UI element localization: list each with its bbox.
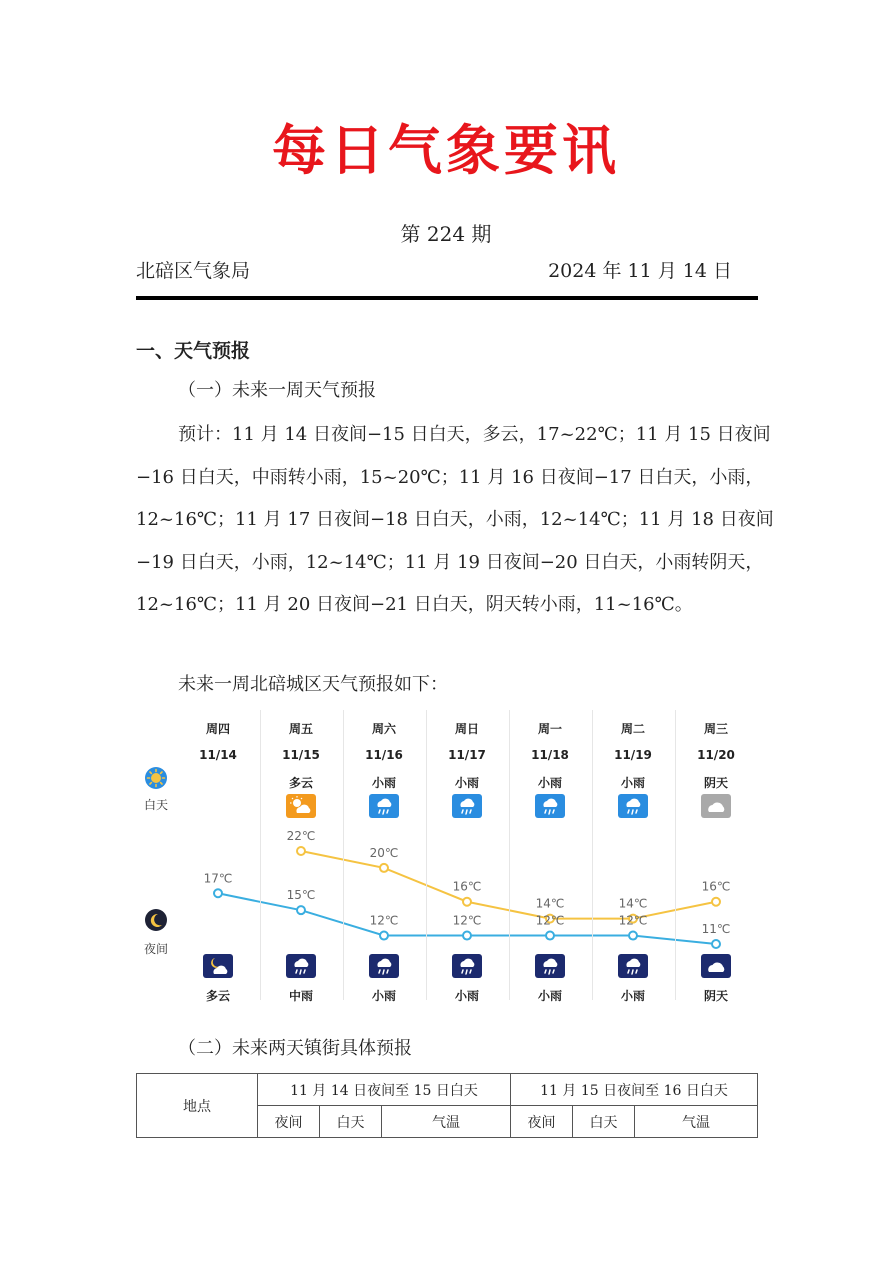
forecast-day-column <box>177 710 259 1006</box>
forecast-day-column <box>509 710 591 1006</box>
column-separator <box>426 710 427 1000</box>
weekday-label: 周三 <box>703 722 728 736</box>
date-label: 11/14 <box>199 748 237 762</box>
subheading-weekly-forecast: （一）未来一周天气预报 <box>178 380 376 401</box>
night-temperature-label: 15℃ <box>286 888 316 903</box>
column-separator <box>592 710 593 1000</box>
p1-night-header: 夜间 <box>258 1106 320 1138</box>
p1-day-header: 白天 <box>320 1106 382 1138</box>
day-weather-label: 小雨 <box>537 776 562 790</box>
p2-temp-header: 气温 <box>635 1106 758 1138</box>
night-temperature-label: 12℃ <box>369 913 399 928</box>
forecast-day-column <box>426 710 508 1006</box>
rain-icon <box>286 954 316 978</box>
chart-lead-text: 未来一周北碚城区天气预报如下： <box>178 674 448 695</box>
partly-cloudy-day-icon <box>286 794 316 818</box>
night-weather-label: 多云 <box>205 989 230 1003</box>
period1-header: 11 月 14 日夜间至 15 日白天 <box>258 1074 511 1106</box>
column-separator <box>260 710 261 1000</box>
rain-icon <box>369 954 399 978</box>
rain-icon <box>535 794 565 818</box>
date-label: 11/18 <box>531 748 569 762</box>
date-label: 11/20 <box>697 748 735 762</box>
forecast-day-column <box>592 710 674 1006</box>
p1-temp-header: 气温 <box>382 1106 511 1138</box>
day-temperature-label: 14℃ <box>618 896 648 911</box>
issuing-organization: 北碚区气象局 <box>136 260 251 282</box>
place-header: 地点 <box>137 1074 258 1138</box>
night-weather-label: 小雨 <box>454 989 479 1003</box>
weekday-label: 周一 <box>537 722 562 736</box>
night-weather-label: 阴天 <box>703 989 728 1003</box>
weekly-forecast-chart <box>136 710 761 1006</box>
rain-icon <box>369 794 399 818</box>
period2-header: 11 月 15 日夜间至 16 日白天 <box>511 1074 758 1106</box>
forecast-day-column <box>260 710 342 1006</box>
weekday-label: 周四 <box>205 722 230 736</box>
weekday-label: 周日 <box>454 722 479 736</box>
overcast-icon <box>701 794 731 818</box>
column-separator <box>343 710 344 1000</box>
partly-cloudy-night-icon <box>203 954 233 978</box>
day-temperature-label: 20℃ <box>369 845 399 860</box>
subheading-town-forecast: （二）未来两天镇街具体预报 <box>178 1038 412 1059</box>
day-weather-label: 小雨 <box>371 776 396 790</box>
overcast-icon <box>701 954 731 978</box>
column-separator <box>675 710 676 1000</box>
issue-number: 第 224 期 <box>400 222 492 246</box>
date-label: 11/19 <box>614 748 652 762</box>
rain-icon <box>618 794 648 818</box>
night-weather-label: 小雨 <box>620 989 645 1003</box>
night-weather-label: 中雨 <box>288 989 313 1003</box>
report-title: 每日气象要讯 <box>272 119 620 182</box>
day-temperature-label: 22℃ <box>286 829 316 843</box>
day-weather-label: 阴天 <box>703 776 728 790</box>
issue-date: 2024 年 11 月 14 日 <box>548 260 732 282</box>
night-weather-label: 小雨 <box>537 989 562 1003</box>
night-temperature-label: 11℃ <box>701 922 731 936</box>
rain-icon <box>452 794 482 818</box>
weekly-forecast-text: 预计：11 月 14 日夜间−15 日白天，多云，17~22℃；11 月 15 日夜间−16 日白天，中雨转小雨，15~20℃；11 月 16 日夜间−17 日白天，小雨，12~16℃；11 月 17 日夜间−18 日白天，小雨，12~14℃；11 月 18 日夜间−19 日白天，小雨，12~14℃；11 月 19 日夜间−20 日白天，小雨转阴天，12~16℃；11 月 20 日夜间−21 日白天，阴天转小雨，11~16℃。 <box>136 424 774 615</box>
rain-icon <box>618 954 648 978</box>
day-temperature-label: 16℃ <box>701 879 731 894</box>
night-temperature-label: 12℃ <box>452 913 482 928</box>
day-temperature-label: 16℃ <box>452 879 482 894</box>
date-label: 11/16 <box>365 748 403 762</box>
weekday-label: 周六 <box>371 722 396 736</box>
day-row-label: 白天 <box>143 798 168 812</box>
town-forecast-table <box>136 1073 758 1138</box>
forecast-day-column <box>675 710 757 1006</box>
forecast-day-column <box>343 710 425 1006</box>
night-temperature-label: 17℃ <box>203 871 233 886</box>
weekday-label: 周二 <box>620 722 645 736</box>
rain-icon <box>452 954 482 978</box>
date-label: 11/15 <box>282 748 320 762</box>
night-temperature-label: 12℃ <box>618 913 648 928</box>
column-separator <box>509 710 510 1000</box>
weekday-label: 周五 <box>288 722 313 736</box>
night-row-label: 夜间 <box>143 942 168 956</box>
p2-day-header: 白天 <box>573 1106 635 1138</box>
day-weather-label: 小雨 <box>454 776 479 790</box>
section-heading-forecast: 一、天气预报 <box>136 340 251 362</box>
day-weather-label: 小雨 <box>620 776 645 790</box>
night-weather-label: 小雨 <box>371 989 396 1003</box>
day-weather-label: 多云 <box>288 776 313 790</box>
day-temperature-label: 14℃ <box>535 896 565 911</box>
rain-icon <box>535 954 565 978</box>
header-divider <box>136 296 758 300</box>
night-temperature-label: 12℃ <box>535 913 565 928</box>
date-label: 11/17 <box>448 748 486 762</box>
p2-night-header: 夜间 <box>511 1106 573 1138</box>
